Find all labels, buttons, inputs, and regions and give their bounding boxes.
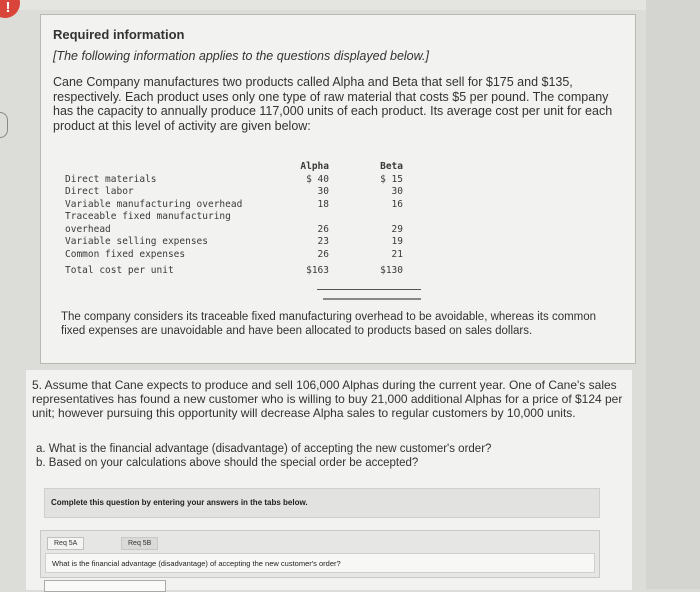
intro-paragraph: Cane Company manufactures two products called Alpha and Beta that sell for $175 and $135, respectively. Each product uses only one type of raw material that costs $5 per pound. The company has the capacity to annually produce 117,000 units of each product. Its average cost per unit for each product at this level of activity are given below:	[53, 75, 613, 133]
beta-value: 19	[391, 236, 403, 247]
beta-value: 16	[391, 198, 403, 210]
alpha-value: $ 40	[306, 173, 329, 185]
row-label: Variable selling expenses	[65, 236, 208, 247]
beta-value: 21	[391, 248, 403, 260]
question-parts	[36, 442, 596, 470]
alpha-value: 23	[317, 236, 329, 247]
question-text: 5. Assume that Cane expects to produce and sell 106,000 Alphas during the current year. One of Cane's sales representatives has found a new customer who is willing to buy 21,000 additional Alphas for a price of $124 per unit; however pursuing this opportunity will decrease Alpha sales to regular customers by 10,000 units.	[32, 378, 623, 420]
table-row	[65, 224, 425, 237]
tab-panel-prompt: What is the financial advantage (disadvantage) of accepting the new customer's order?	[45, 553, 595, 573]
note-paragraph: The company considers its traceable fixed manufacturing overhead to be avoidable, whereas its common fixed expenses are unavoidable and have been allocated to products based on sales dollars.	[61, 311, 597, 337]
subtotal-rule	[317, 289, 421, 292]
row-label: overhead	[65, 223, 111, 235]
question-part-b: b. Based on your calculations above should the special order be accepted?	[36, 457, 419, 469]
alpha-value: 18	[317, 198, 329, 210]
alpha-total: $163	[306, 265, 329, 276]
instructions-box: Complete this question by entering your answers in the tabs below.	[44, 488, 600, 518]
alpha-value: 26	[317, 223, 329, 235]
page-top-strip	[0, 0, 700, 10]
row-label: Variable manufacturing overhead	[65, 198, 243, 210]
beta-value: 30	[391, 186, 403, 197]
alpha-header: Alpha	[300, 161, 329, 172]
row-label: Total cost per unit	[65, 265, 174, 276]
row-label: Common fixed expenses	[65, 248, 186, 260]
table-row	[65, 211, 425, 224]
tab-req-5a[interactable]: Req 5A	[47, 537, 84, 550]
answer-tabs	[40, 530, 600, 578]
table-row	[65, 199, 425, 212]
cost-table	[65, 161, 425, 278]
table-header-row	[65, 161, 425, 174]
question-part-a: a. What is the financial advantage (disadvantage) of accepting the new customer's order?	[36, 443, 492, 455]
beta-total: $130	[380, 265, 403, 276]
page-margin	[646, 0, 700, 589]
total-double-rule	[323, 298, 421, 303]
table-row	[65, 186, 425, 199]
tab-req-5b[interactable]: Req 5B	[121, 537, 158, 550]
beta-value: $ 15	[380, 173, 403, 185]
question-panel	[26, 370, 632, 590]
answer-input[interactable]	[44, 580, 166, 592]
alpha-value: 30	[317, 186, 329, 197]
table-row	[65, 174, 425, 187]
required-information-panel	[40, 14, 636, 364]
alpha-value: 26	[317, 248, 329, 260]
row-label: Direct labor	[65, 186, 134, 197]
beta-value: 29	[391, 223, 403, 235]
info-subtitle: [The following information applies to the questions displayed below.]	[53, 49, 429, 63]
info-title: Required information	[53, 27, 185, 42]
scroll-bracket	[0, 112, 8, 138]
beta-header: Beta	[380, 161, 403, 172]
table-row	[65, 236, 425, 249]
row-label: Direct materials	[65, 173, 157, 185]
alert-icon: !	[0, 0, 20, 18]
row-label: Traceable fixed manufacturing	[65, 211, 231, 222]
table-row	[65, 249, 425, 262]
table-total-row	[65, 265, 425, 278]
